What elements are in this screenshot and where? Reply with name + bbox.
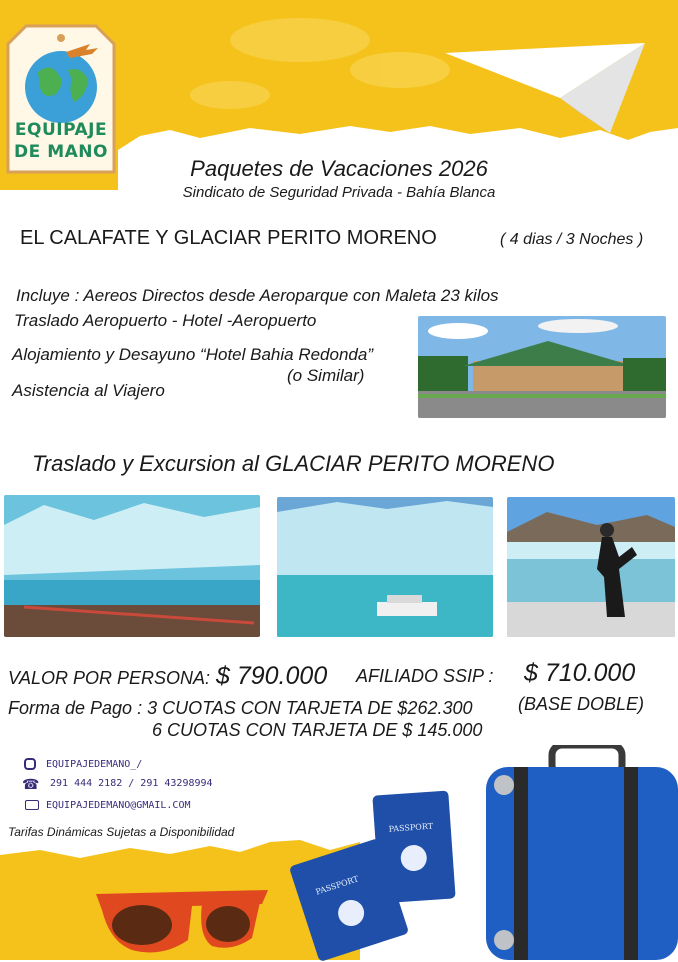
price-per-person-value: $ 790.000	[216, 662, 328, 690]
includes-hotel-similar: (o Similar)	[287, 366, 365, 385]
sunglasses-icon	[92, 880, 272, 960]
includes-transfer: Traslado Aeropuerto - Hotel -Aeropuerto	[14, 311, 317, 330]
contact-block	[22, 755, 222, 823]
passport-label-back: PASSPORT	[388, 821, 434, 834]
logo-text-line2: DE MANO	[14, 142, 108, 162]
phone-numbers[interactable]: 291 444 2182 / 291 43298994	[50, 778, 213, 789]
base-doble-label: (BASE DOBLE)	[518, 694, 645, 714]
destination-name: EL CALAFATE Y GLACIAR PERITO MORENO	[20, 227, 437, 249]
affiliate-price-label: AFILIADO SSIP :	[356, 666, 494, 686]
globe-icon	[400, 844, 428, 872]
payment-option-3: Forma de Pago : 3 CUOTAS CON TARJETA DE $262.300	[8, 698, 473, 718]
payment-option-6: 6 CUOTAS CON TARJETA DE $ 145.000	[152, 720, 483, 740]
phone-icon: ☎	[22, 776, 40, 792]
affiliate-price-value: $ 710.000	[524, 659, 636, 687]
availability-note: Tarifas Dinámicas Sujetas a Disponibilidad	[8, 825, 235, 839]
passport-label-front: PASSPORT	[314, 874, 360, 897]
includes-assistance: Asistencia al Viajero	[12, 381, 165, 400]
includes-hotel: Alojamiento y Desayuno “Hotel Bahia Redonda”	[12, 345, 373, 364]
glacier-photo-2	[277, 497, 493, 637]
email-icon	[25, 800, 39, 810]
price-per-person-label: VALOR POR PERSONA:	[8, 668, 211, 688]
page-title: Paquetes de Vacaciones 2026	[190, 156, 488, 181]
globe-icon	[335, 897, 368, 930]
glacier-photo-3	[507, 497, 675, 637]
trip-duration: ( 4 dias / 3 Noches )	[500, 231, 644, 248]
email-address[interactable]: EQUIPAJEDEMANO@GMAIL.COM	[46, 800, 191, 811]
includes-flights: Incluye : Aereos Directos desde Aeroparque con Maleta 23 kilos	[16, 286, 499, 305]
instagram-icon	[24, 758, 36, 770]
suitcase-icon	[474, 745, 678, 960]
hotel-photo	[418, 316, 666, 418]
logo-text-line1: EQUIPAJE	[14, 120, 108, 140]
excursion-title: Traslado y Excursion al GLACIAR PERITO MORENO	[32, 451, 555, 476]
page-subtitle: Sindicato de Seguridad Privada - Bahía Blanca	[182, 184, 496, 201]
paper-plane-icon	[440, 38, 650, 148]
glacier-photo-1	[4, 495, 260, 637]
instagram-handle[interactable]: EQUIPAJEDEMANO_/	[46, 759, 143, 770]
